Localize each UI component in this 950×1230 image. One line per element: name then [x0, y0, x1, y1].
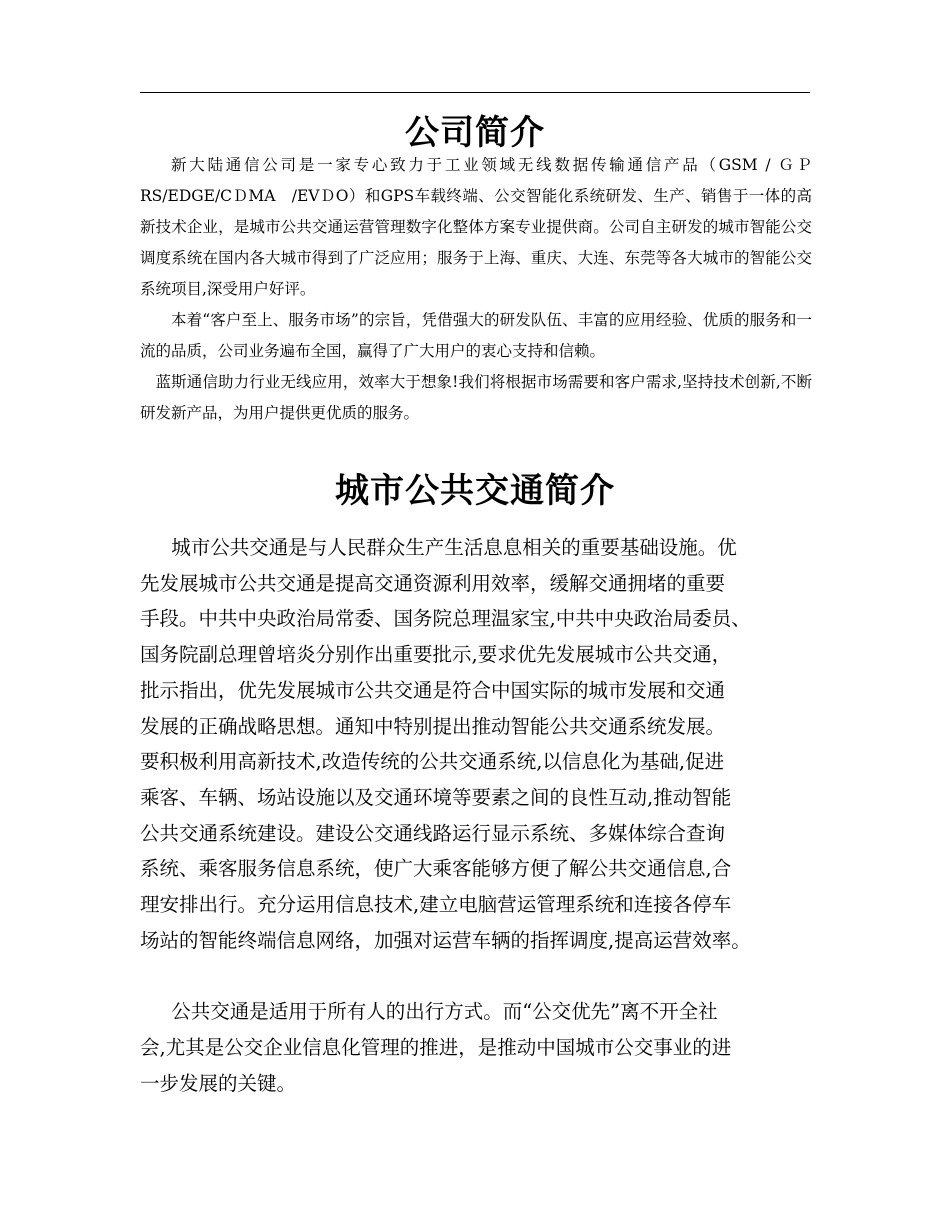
company-intro-paragraph-2: 本着“客户至上、服务市场”的宗旨，凭借强大的研发队伍、丰富的应用经验、优质的服务和一流的品质，公司业务遍布全国，赢得了广大用户的衷心支持和信赖。: [140, 311, 812, 360]
transport-body-line: 要积极利用高新技术,改造传统的公共交通系统,以信息化为基础,促进: [140, 750, 725, 774]
public-transport-intro-body: [140, 530, 812, 1101]
company-intro-paragraph-1: 新大陆通信公司是一家专心致力于工业领域无线数据传输通信产品（GSM / ＧＰRS/EDGE/CＤMA /EVＤO）和GPS车载终端、公交智能化系统研发、生产、销售于一体的高新技术企业，是城市公共交通运营管理数字化整体方案专业提供商。公司自主研发的城市智能公交调度系统在国内各大城市得到了广泛应用；服务于上海、重庆、大连、东莞等各大城市的智能公交系统项目,深受用户好评。: [140, 156, 812, 298]
transport-body-line: 理安排出行。充分运用信息技术,建立电脑营运管理系统和连接各停车: [140, 893, 732, 917]
transport-body-line: 城市公共交通是与人民群众生产生活息息相关的重要基础设施。优: [171, 536, 737, 559]
transport-closing-line: 公共交通是适用于所有人的出行方式。而“公交优先”离不开全社: [171, 1000, 718, 1024]
transport-closing-line: 一步发展的关键。: [140, 1071, 297, 1095]
transport-body-line: 批示指出，优先发展城市公共交通是符合中国实际的城市发展和交通: [140, 678, 726, 702]
transport-body-line: 乘客、车辆、场站设施以及交通环境等要素之间的良性互动,推动智能: [140, 785, 732, 809]
paragraph-gap: [140, 958, 812, 994]
transport-body-line: 发展的正确战略思想。通知中特别提出推动智能公共交通系统发展。: [140, 714, 726, 738]
transport-body-line: 公共交通系统建设。建设公交通线路运行显示系统、多媒体综合查询: [140, 821, 726, 845]
transport-body-line: 场站的智能终端信息网络，加强对运营车辆的指挥调度,提高运营效率。: [140, 928, 751, 952]
transport-body-line: 先发展城市公共交通是提高交通资源利用效率，缓解交通拥堵的重要: [140, 571, 726, 595]
transport-body-line: 系统、乘客服务信息系统，使广大乘客能够方便了解公共交通信息,合: [140, 857, 732, 881]
company-intro-title: 公司简介: [405, 113, 545, 153]
transport-body-line: 国务院副总理曾培炎分别作出重要批示,要求优先发展城市公共交通，: [140, 643, 732, 667]
company-intro-body: [140, 150, 812, 429]
transport-closing-line: 会,尤其是公交企业信息化管理的推进，是推动中国城市公交事业的进: [140, 1035, 732, 1059]
company-intro-paragraph-3: 蓝斯通信助力行业无线应用，效率大于想象!我们将根据市场需要和客户需求,坚持技术创新,不断研发新产品，为用户提供更优质的服务。: [140, 373, 812, 422]
public-transport-intro-title: 城市公共交通简介: [335, 471, 615, 511]
transport-body-line: 手段。中共中央政治局常委、国务院总理温家宝,中共中央政治局委员、: [140, 607, 751, 631]
header-rule: [140, 92, 810, 93]
